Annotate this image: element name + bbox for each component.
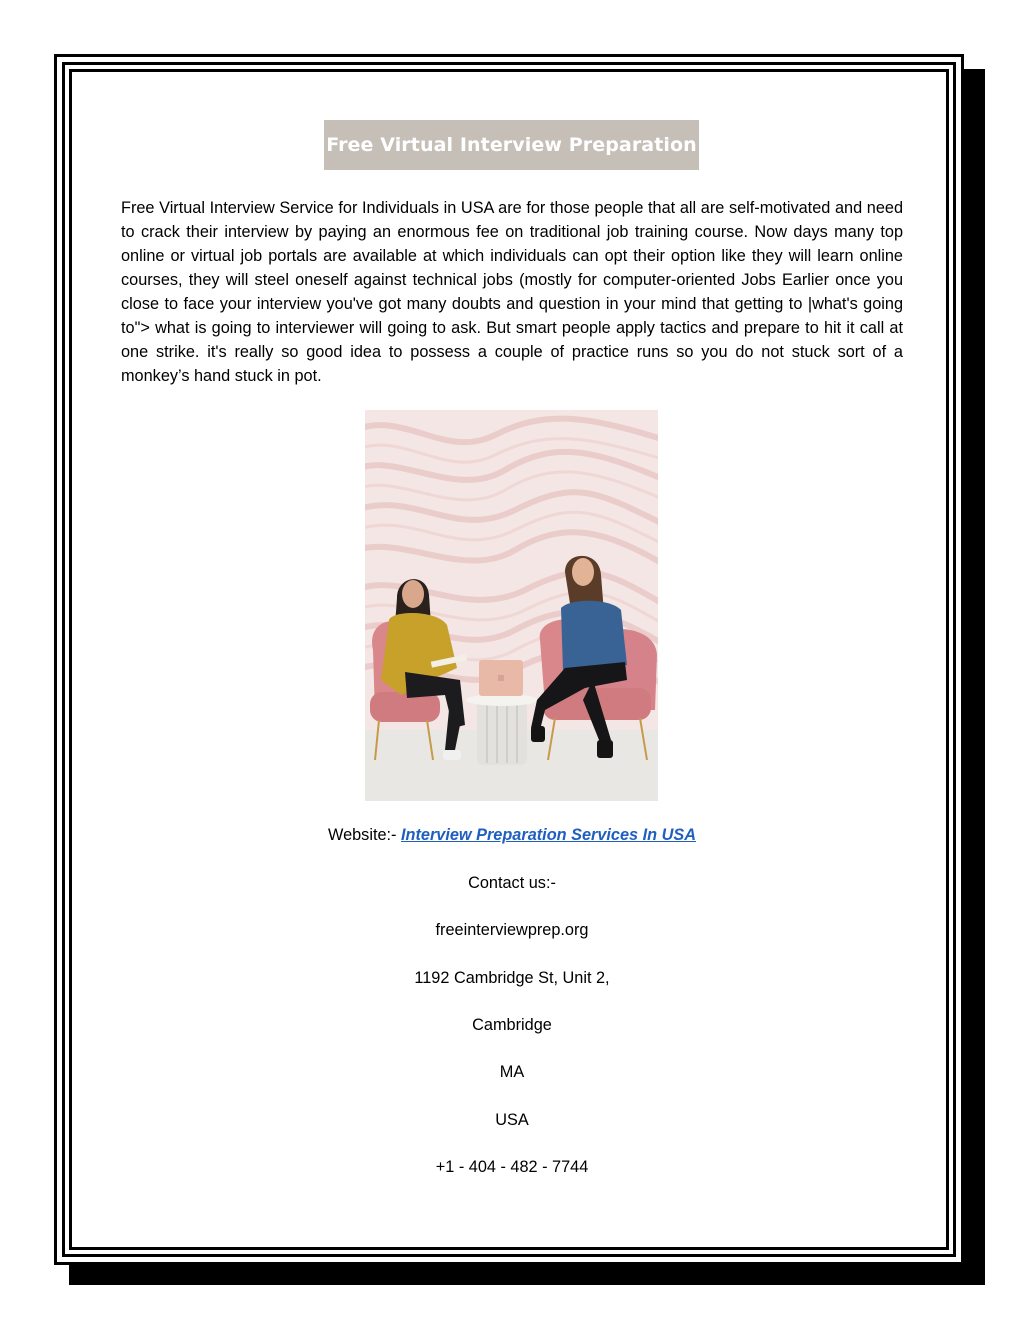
contact-country: USA [495, 1111, 529, 1129]
contact-street: 1192 Cambridge St, Unit 2, [414, 969, 610, 987]
contact-domain: freeinterviewprep.org [435, 921, 589, 939]
contact-city: Cambridge [472, 1016, 552, 1034]
intro-paragraph: Free Virtual Interview Service for Individuals in USA are for those people that all are self-motivated and need to crack their interview by paying an enormous fee on traditional job training course. Now days many top online or virtual job portals are available at which individuals can opt their option like they will learn online courses, they will steel oneself against technical jobs (mostly for computer-oriented Jobs Earlier once you close to face your interview you've got many doubts and question in your mind that getting to |what's going to"> what is going to interviewer will going to ask. But smart people apply tactics and prepare to hit it call at one strike. it's really so good idea to possess a couple of practice runs so you do not stuck sort of a monkey’s hand stuck in pot. [121, 199, 903, 385]
contact-phone: +1 - 404 - 482 - 7744 [435, 1158, 589, 1176]
website-link[interactable]: Interview Preparation Services In USA [401, 826, 696, 844]
website-line [0, 826, 1024, 845]
title-banner [324, 120, 699, 170]
website-label: Website:- [328, 826, 401, 844]
contact-state: MA [499, 1063, 525, 1081]
banner-title: Free Virtual Interview Preparation [326, 134, 697, 156]
interview-photo [365, 410, 658, 801]
contact-label: Contact us:- [468, 874, 556, 892]
